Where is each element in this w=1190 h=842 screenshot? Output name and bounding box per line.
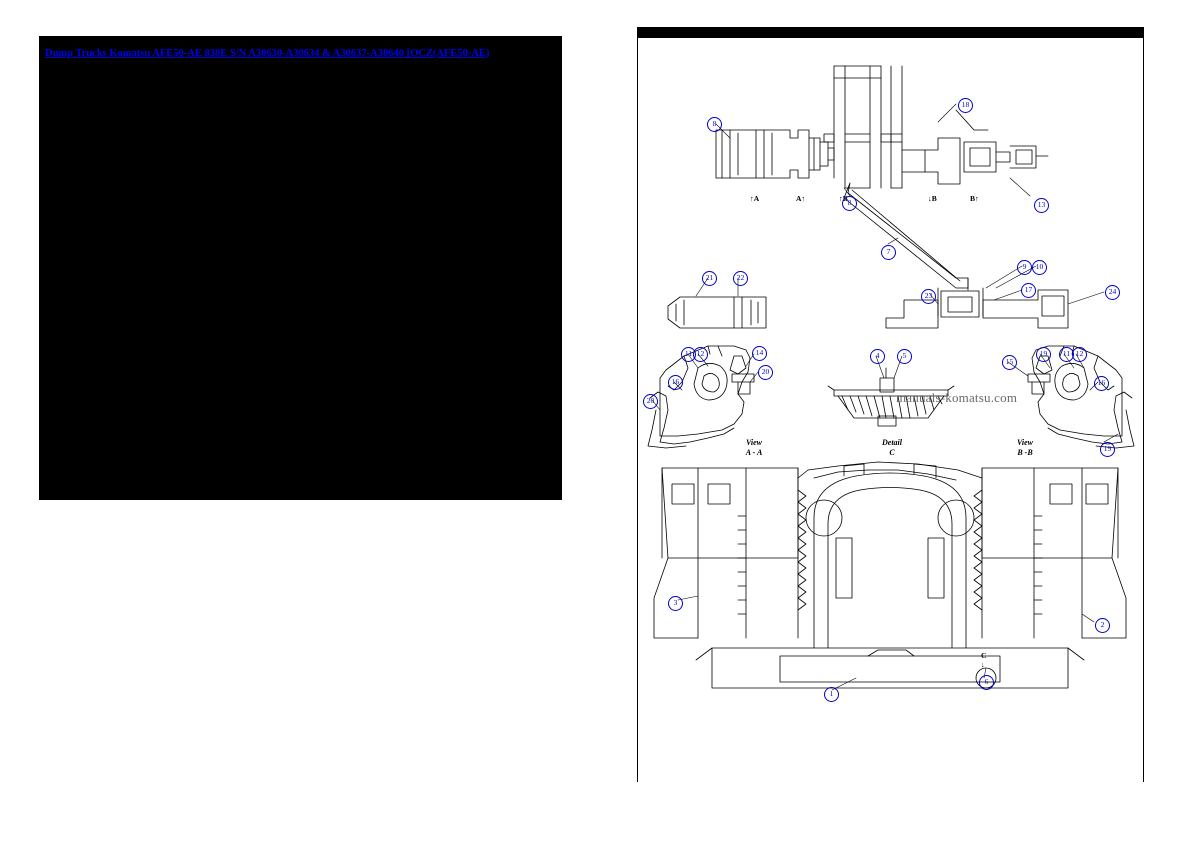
section-mark-b-mid: ↓B [928, 194, 937, 203]
view-label-detail-c-line2: C [889, 448, 895, 457]
callout-12-right[interactable]: 12 [1072, 347, 1087, 362]
callout-5[interactable]: 5 [897, 349, 912, 364]
section-mark-c-arrow: ↓ [981, 660, 985, 669]
section-mark-a-right: A↑ [796, 194, 806, 203]
callout-20-upper[interactable]: 20 [758, 365, 773, 380]
view-label-detail-c [870, 438, 914, 458]
callout-2[interactable]: 2 [1095, 618, 1110, 633]
callout-19-upper[interactable]: 19 [1036, 347, 1051, 362]
callout-20-lower[interactable]: 20 [643, 394, 658, 409]
callout-19-lower[interactable]: 19 [1100, 442, 1115, 457]
view-label-a-a-line1: View [745, 438, 762, 447]
view-label-b-b-line1: View [1016, 438, 1033, 447]
view-label-b-b [1004, 438, 1046, 458]
callout-22[interactable]: 22 [733, 271, 748, 286]
callout-11-right[interactable]: 11 [1059, 347, 1074, 362]
document-title-link[interactable]: Dump Trucks Komatsu AFE50-AE 830E S/N A30630-A30634 & A30637-A30640 [OCZ(AFE50-AE) [45, 48, 490, 59]
view-label-a-a [734, 438, 774, 458]
callout-17[interactable]: 17 [1021, 283, 1036, 298]
callout-14[interactable]: 14 [752, 346, 767, 361]
callout-8-mid[interactable]: 8 [842, 196, 857, 211]
callout-16-right[interactable]: 16 [1094, 376, 1109, 391]
callout-10[interactable]: 10 [1032, 260, 1047, 275]
drawing-panel [637, 27, 1144, 782]
section-mark-b-right: B↑ [970, 194, 979, 203]
callout-23[interactable]: 23 [921, 289, 936, 304]
callout-8-top[interactable]: 8 [707, 117, 722, 132]
thumbnail-preview-panel [39, 36, 562, 500]
view-label-b-b-line2: B -B [1017, 448, 1033, 457]
callout-4[interactable]: 4 [870, 349, 885, 364]
view-label-detail-c-line1: Detail [882, 438, 902, 447]
callout-7[interactable]: 7 [881, 245, 896, 260]
callout-12-left[interactable]: 12 [693, 347, 708, 362]
callout-11-left[interactable]: 11 [681, 347, 696, 362]
callout-1[interactable]: 1 [824, 687, 839, 702]
callout-9[interactable]: 9 [1017, 260, 1032, 275]
callout-18[interactable]: 18 [958, 98, 973, 113]
callout-15[interactable]: 15 [1002, 355, 1017, 370]
callout-21[interactable]: 21 [702, 271, 717, 286]
view-label-a-a-line2: A - A [745, 448, 763, 457]
watermark: manuals-komatsu.com [896, 390, 1018, 405]
section-mark-a-left: ↑A [750, 194, 760, 203]
parts-diagram-svg [638, 38, 1143, 782]
parts-diagram [638, 38, 1143, 782]
section-mark-c: C [981, 651, 987, 660]
callout-13[interactable]: 13 [1034, 198, 1049, 213]
page-header-bar [638, 27, 1143, 38]
callout-3[interactable]: 3 [668, 596, 683, 611]
callout-6[interactable]: 6 [979, 675, 994, 690]
section-mark-b-left: ↑B [839, 194, 848, 203]
callout-16-left[interactable]: 16 [668, 375, 683, 390]
callout-24[interactable]: 24 [1105, 285, 1120, 300]
